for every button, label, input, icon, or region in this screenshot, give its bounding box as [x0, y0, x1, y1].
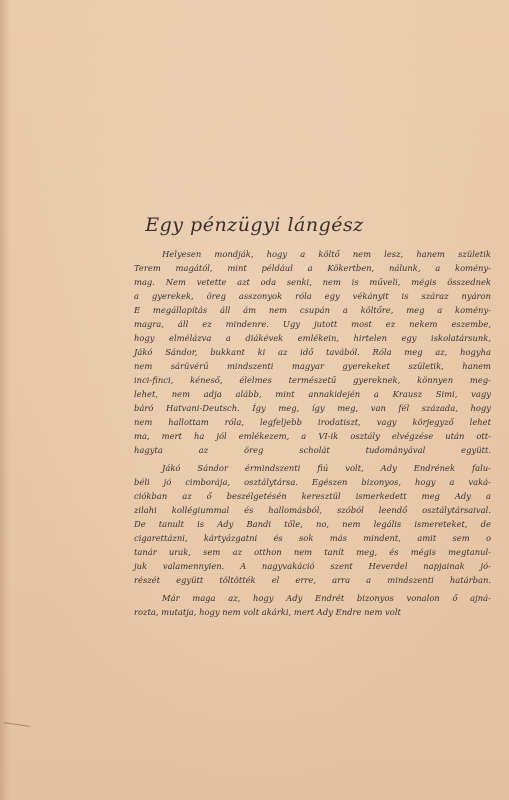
- text-line: De tanult is Ady Bandi tőle, no, nem legális ismereteket, de: [134, 519, 491, 529]
- text-line: ciókban az ő beszélgetésén keresztül ismerkedett meg Ady a: [134, 491, 491, 501]
- text-line: E megállapítás áll ám nem csupán a költőre, meg a komény-: [134, 305, 491, 315]
- text-line: juk valamennyien. A nagyvakáció szent Heverdel napjainak jó-: [134, 561, 491, 571]
- text-line: béli jó cimborája, osztálytársa. Egészen bizonyos, hogy a vaká-: [134, 477, 491, 487]
- text-line: Jákó Sándor, bukkant ki az idő tavából. Róla meg az, hogyha: [134, 347, 491, 357]
- text-line: ma, mert ha jól emlékezem, a VI-ik osztály elvégzése után ott-: [134, 431, 491, 441]
- text-line: Helyesen mondják, hogy a költő nem lesz, hanem születik: [162, 249, 491, 259]
- left-edge-stain: [0, 0, 10, 800]
- pencil-mark: [4, 706, 30, 727]
- text-line: magra, áll ez mindenre. Ugy jutott most ez nekem eszembe,: [134, 319, 491, 329]
- text-line: cigarettázni, kártyázgatni és sok más mindent, amit sem o: [134, 533, 491, 543]
- text-line: rozta, mutatja, hogy nem volt akárki, mert Ady Endre nem volt: [134, 607, 401, 617]
- text-line: tanár urak, sem az otthon nem tanít meg, és mégis megtanul-: [134, 547, 491, 557]
- text-line: Jákó Sándor érmindszenti fiú volt, Ady Endrének falu-: [162, 463, 491, 473]
- text-line: részét együtt töltötték el erre, arra a mindszenti határban.: [134, 575, 491, 585]
- text-line: mag. Nem vetette azt oda senki, nem is művelі, mégis összednek: [134, 277, 491, 287]
- text-line: zilahi kollégiummal és hallomásból, szóból leendő osztálytársaival.: [134, 505, 491, 515]
- text-line: Már maga az, hogy Ady Endrét bizonyos vonalon ő ajná-: [162, 593, 491, 603]
- text-line: Terem magától, mint például a Kökertben, nálunk, a komény-: [134, 263, 491, 273]
- text-line: nem hallottam róla, legfeljebb irodatiszt, vagy körjegyző lehet: [134, 417, 491, 427]
- text-line: a gyerekek, öreg asszonyok róla egy vékányit is száraz nyáron: [134, 291, 491, 301]
- text-line: báró Hatvani-Deutsch. Így meg, így meg, van fél százada, hogy: [134, 403, 491, 413]
- text-line: hagyta az öreg scholát tudományával együtt.: [134, 445, 491, 455]
- text-line: inci-finci, kéneső, élelmes természetű gyereknek, könnyen meg-: [134, 375, 491, 385]
- text-line: lehet, nem adja alább, mint annakidején a Krausz Simi, vagy: [134, 389, 491, 399]
- text-line: hogy elmélázva a diákévek emlékein, hirtelen egy iskolatársunk,: [134, 333, 491, 343]
- chapter-title: Egy pénzügyi lángész: [145, 214, 364, 236]
- text-line: nem sárüvérű mindszenti magyar gyerekeket születik, hanem: [134, 361, 491, 371]
- body-text: [134, 247, 491, 619]
